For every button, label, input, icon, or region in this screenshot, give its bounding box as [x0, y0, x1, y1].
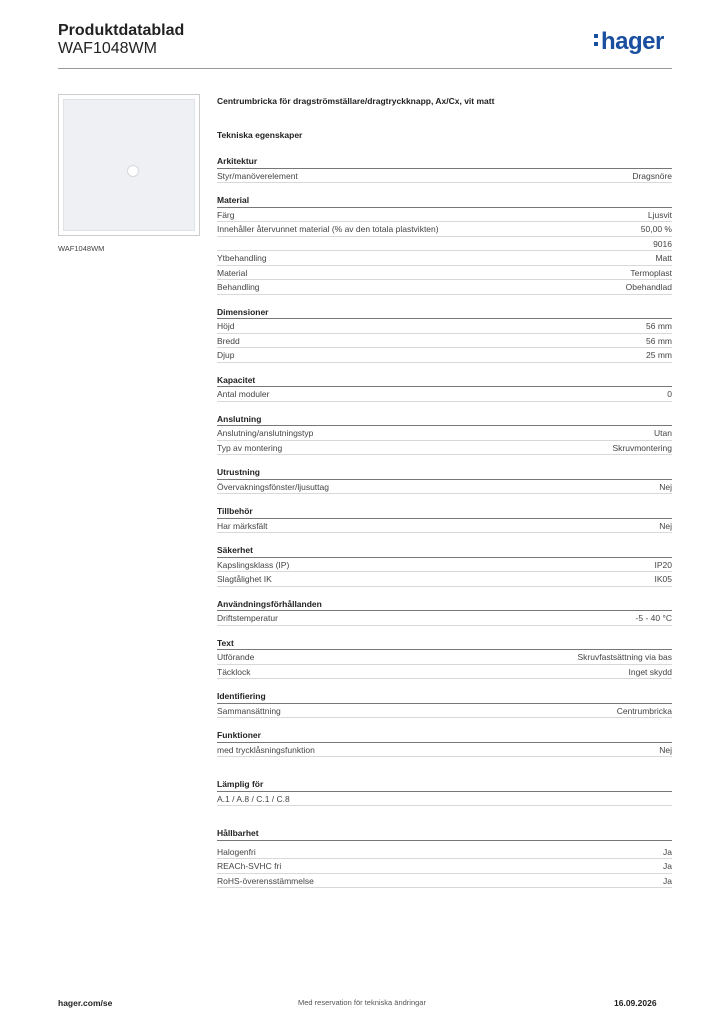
- spec-section: [217, 543, 672, 587]
- spec-value: Ljusvit: [647, 209, 672, 220]
- spec-row: [217, 426, 672, 441]
- footer-date: 16.09.2026: [614, 998, 657, 1008]
- spec-value: Skruvmontering: [612, 442, 672, 453]
- section-gap: [217, 363, 672, 373]
- spec-value: Utan: [654, 428, 672, 438]
- spec-row: [217, 665, 672, 680]
- section-title: Lämplig för: [217, 777, 672, 792]
- spec-label: Ytbehandling: [217, 253, 267, 263]
- spec-label: Sammansättning: [217, 705, 281, 716]
- section-gap: [217, 806, 672, 826]
- spec-section: [217, 373, 672, 402]
- spec-row: [217, 251, 672, 266]
- spec-section: [217, 777, 672, 806]
- spec-label: med trycklåsningsfunktion: [217, 744, 315, 755]
- spec-label: Antal moduler: [217, 389, 270, 399]
- spec-section: [217, 305, 672, 363]
- spec-value: -5 - 40 °C: [635, 613, 672, 623]
- section-title: Kapacitet: [217, 373, 672, 388]
- spec-row: [217, 441, 672, 456]
- spec-value: Centrumbricka: [616, 705, 672, 716]
- spec-row: [217, 874, 672, 889]
- product-code: WAF1048WM: [58, 40, 157, 57]
- spec-section: [217, 728, 672, 757]
- section-title: Anslutning: [217, 412, 672, 427]
- spec-label: Innehåller återvunnet material (% av den totala plastvikten): [217, 224, 439, 234]
- spec-row: [217, 845, 672, 860]
- spec-row: [217, 704, 672, 719]
- spec-row: [217, 558, 672, 573]
- spec-label: Bredd: [217, 335, 240, 346]
- spec-row: [217, 208, 672, 223]
- section-gap: [217, 679, 672, 689]
- section-title: Hållbarhet: [217, 826, 672, 841]
- spec-label: Anslutning/anslutningstyp: [217, 428, 314, 438]
- spec-label: Halogenfri: [217, 846, 256, 857]
- spec-label: Täcklock: [217, 666, 251, 677]
- spec-section: [217, 826, 672, 888]
- section-title: Text: [217, 636, 672, 651]
- tech-heading: Tekniska egenskaper: [217, 130, 303, 140]
- spec-value: Nej: [659, 481, 672, 492]
- spec-row: [217, 792, 672, 807]
- spec-label: REACh-SVHC fri: [217, 861, 282, 871]
- spec-label: RoHS-överensstämmelse: [217, 875, 314, 886]
- spec-row: [217, 743, 672, 758]
- footer-note: Med reservation för tekniska ändringar: [298, 998, 426, 1007]
- spec-value: Ja: [663, 846, 672, 857]
- section-title: Identifiering: [217, 689, 672, 704]
- spec-label: Styr/manöverelement: [217, 170, 298, 181]
- logo-text: hager: [601, 28, 664, 55]
- section-title: Material: [217, 193, 672, 208]
- section-gap: [217, 533, 672, 543]
- section-gap: [217, 587, 672, 597]
- page-title: Produktdatablad: [58, 22, 185, 39]
- spec-value: Matt: [655, 253, 672, 263]
- spec-value: Dragsnöre: [632, 170, 672, 181]
- spec-label: Behandling: [217, 282, 260, 292]
- center-hole-icon: [127, 165, 139, 177]
- spec-value: Ja: [663, 861, 672, 871]
- spec-row: [217, 519, 672, 534]
- section-title: Säkerhet: [217, 543, 672, 558]
- spec-label: Djup: [217, 350, 235, 360]
- spec-label: Slagtålighet IK: [217, 574, 272, 584]
- spec-value: Nej: [659, 744, 672, 755]
- product-image: [58, 94, 200, 236]
- spec-label: Kapslingsklass (IP): [217, 559, 290, 570]
- spec-row: [217, 280, 672, 295]
- section-gap: [217, 295, 672, 305]
- spec-section: [217, 636, 672, 680]
- spec-content: [217, 96, 672, 888]
- spec-value: Inget skydd: [628, 666, 672, 677]
- spec-section: [217, 504, 672, 533]
- spec-value: IP20: [654, 559, 672, 570]
- spec-value: Obehandlad: [625, 282, 672, 292]
- section-gap: [217, 757, 672, 777]
- hager-logo[interactable]: [594, 28, 664, 56]
- spec-section: [217, 154, 672, 183]
- spec-row: [217, 222, 672, 237]
- spec-value: Ja: [663, 875, 672, 886]
- spec-label: Typ av montering: [217, 442, 283, 453]
- spec-row: [217, 480, 672, 495]
- spec-value: 56 mm: [646, 335, 672, 346]
- spec-value: 50,00 %: [640, 224, 672, 234]
- header-divider: [58, 68, 672, 69]
- logo-dots-icon: [594, 28, 599, 46]
- spec-sections: [217, 154, 672, 888]
- section-title: Funktioner: [217, 728, 672, 743]
- spec-row: [217, 348, 672, 363]
- footer-website-link[interactable]: hager.com/se: [58, 998, 113, 1008]
- cover-plate-icon: [63, 99, 195, 231]
- section-title: Användningsförhållanden: [217, 597, 672, 612]
- spec-label: Färg: [217, 209, 235, 220]
- spec-row: [217, 237, 672, 252]
- image-caption: WAF1048WM: [58, 244, 105, 253]
- section-title: Tillbehör: [217, 504, 672, 519]
- section-gap: [217, 183, 672, 193]
- spec-label: Har märksfält: [217, 520, 268, 531]
- section-title: Utrustning: [217, 465, 672, 480]
- spec-section: [217, 689, 672, 718]
- spec-value: IK05: [654, 574, 672, 584]
- spec-value: Termoplast: [630, 267, 672, 278]
- section-gap: [217, 455, 672, 465]
- spec-label: Driftstemperatur: [217, 613, 278, 623]
- product-description: Centrumbricka för dragströmställare/dragtryckknapp, Ax/Cx, vit matt: [217, 96, 495, 106]
- spec-value: 56 mm: [646, 321, 672, 331]
- section-gap: [217, 494, 672, 504]
- spec-row: [217, 611, 672, 626]
- spec-label: Material: [217, 267, 248, 278]
- spec-value: Nej: [659, 520, 672, 531]
- spec-row: [217, 266, 672, 281]
- spec-row: [217, 169, 672, 184]
- spec-row: [217, 650, 672, 665]
- spec-row: [217, 334, 672, 349]
- section-title: Dimensioner: [217, 305, 672, 320]
- spec-row: [217, 387, 672, 402]
- spec-row: [217, 319, 672, 334]
- spec-value: 0: [667, 389, 672, 399]
- spec-value: 25 mm: [646, 350, 672, 360]
- section-gap: [217, 718, 672, 728]
- spec-row: [217, 572, 672, 587]
- section-gap: [217, 626, 672, 636]
- spec-row: [217, 859, 672, 874]
- spec-value: Skruvfastsättning via bas: [577, 652, 672, 662]
- spec-section: [217, 412, 672, 456]
- spec-section: [217, 465, 672, 494]
- spec-section: [217, 597, 672, 626]
- section-gap: [217, 402, 672, 412]
- spec-label: Höjd: [217, 321, 235, 331]
- spec-label: Övervakningsfönster/ljusuttag: [217, 481, 329, 492]
- spec-value: 9016: [653, 238, 672, 249]
- spec-label: A.1 / A.8 / C.1 / C.8: [217, 793, 290, 804]
- section-title: Arkitektur: [217, 154, 672, 169]
- spec-section: [217, 193, 672, 295]
- spec-label: Utförande: [217, 652, 255, 662]
